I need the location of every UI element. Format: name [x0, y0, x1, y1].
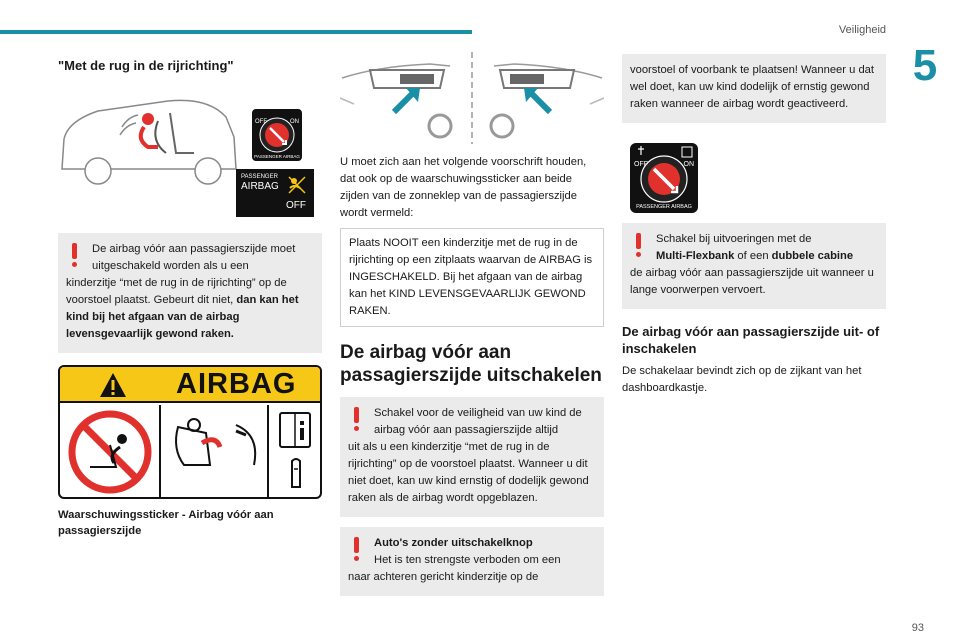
panel-airbag-text: AIRBAG — [241, 181, 279, 192]
section-title: Veiligheid — [838, 24, 886, 36]
no-switch-warning-continued: voorstoel of voorbank te plaatsen! Wanneer u dat wel doet, kan uw kind dodelijk of ernstig gewond raken wanneer de airbag wordt geactiveerd. — [622, 54, 886, 123]
sticker-header — [60, 367, 320, 403]
panel-brand-text: PASSENGER — [241, 174, 278, 180]
column-3 — [622, 54, 886, 397]
warning-icon — [348, 535, 366, 563]
airbag-switch-small — [252, 109, 302, 161]
switch-on-label: ON — [683, 161, 694, 168]
rule-box: Plaats NOOIT een kinderzitje met de rug in de rijrichting op een zitplaats waarvan de AIRBAG is INGESCHAKELD. Bij het afgaan van de airbag kan het KIND LEVENSGEVAARLIJK GEWOND RAKEN. — [340, 228, 604, 327]
passenger-airbag-off-panel — [236, 169, 314, 217]
airbag-off-indicator-icon — [286, 174, 308, 196]
warning-icon — [66, 241, 84, 269]
disable-airbag-heading: De airbag vóór aan passagierszijde uitschakelen — [340, 342, 602, 386]
rear-facing-warning: De airbag vóór aan passagierszijde moet uitgeschakeld worden als u een kinderzitje “met de rug in de rijrichting” op de voorstoel plaatst. Gebeurt dit niet, dan kan het kind bij het afgaan van de airbag levensgevaarlijk gewond raken. — [58, 233, 322, 353]
column-2 — [340, 48, 604, 596]
switch-ring-label: PASSENGER AIRBAG — [254, 154, 300, 159]
sun-visor-illustration — [340, 48, 604, 146]
sticker-caption: Waarschuwingssticker - Airbag vóór aan passagierszijde — [58, 509, 274, 537]
sticker-pictograms — [60, 405, 322, 499]
sticker-title: AIRBAG — [176, 368, 297, 400]
multiflex-warning: Schakel bij uitvoeringen met de Multi-Flexbank of een dubbele cabine de airbag vóór aan passagierszijde uit wanneer u lange voorwerpen vervoert. — [622, 223, 886, 309]
page-number: 93 — [911, 622, 924, 634]
disable-airbag-warning: Schakel voor de veiligheid van uw kind de airbag vóór aan passagierszijde altijd uit als u een kinderzitje “met de rug in de rijrichting” op de voorstoel plaatst. Wanneer u dit niet doet, kan uw kind ernstig of dodelijk gewond raken als de airbag wordt opgeblazen. — [340, 397, 604, 517]
visor-intro-text: U moet zich aan het volgende voorschrift houden, dat ook op de waarschuwingssticker aan beide zijden van de zonneklep van de passagierszijde wordt vermeld: — [340, 156, 587, 219]
airbag-switch-large — [630, 143, 698, 213]
switch-location-text: De schakelaar bevindt zich op de zijkant van het dashboardkastje. — [622, 365, 862, 394]
no-switch-warning: Auto's zonder uitschakelknop Het is ten strengste verboden om een naar achteren gericht kinderzitje op de — [340, 527, 604, 596]
chapter-number: 5 — [912, 41, 938, 90]
sun-visor-sticker-icon — [340, 48, 604, 146]
switch-off-label: OFF — [634, 161, 648, 168]
warning-icon — [630, 231, 648, 259]
rear-facing-heading: "Met de rug in de rijrichting" — [58, 58, 234, 73]
panel-off-text: OFF — [286, 200, 306, 211]
column-1 — [58, 50, 322, 539]
switch-off-label: OFF — [255, 119, 267, 125]
warning-triangle-icon — [98, 371, 128, 399]
switch-ring-label: PASSENGER AIRBAG — [636, 204, 692, 210]
header-accent-bar — [0, 30, 472, 34]
airbag-warning-sticker — [58, 365, 322, 499]
toggle-airbag-heading: De airbag vóór aan passagierszijde uit- of inschakelen — [622, 324, 880, 356]
warning-icon — [348, 405, 366, 433]
switch-on-label: ON — [290, 119, 299, 125]
